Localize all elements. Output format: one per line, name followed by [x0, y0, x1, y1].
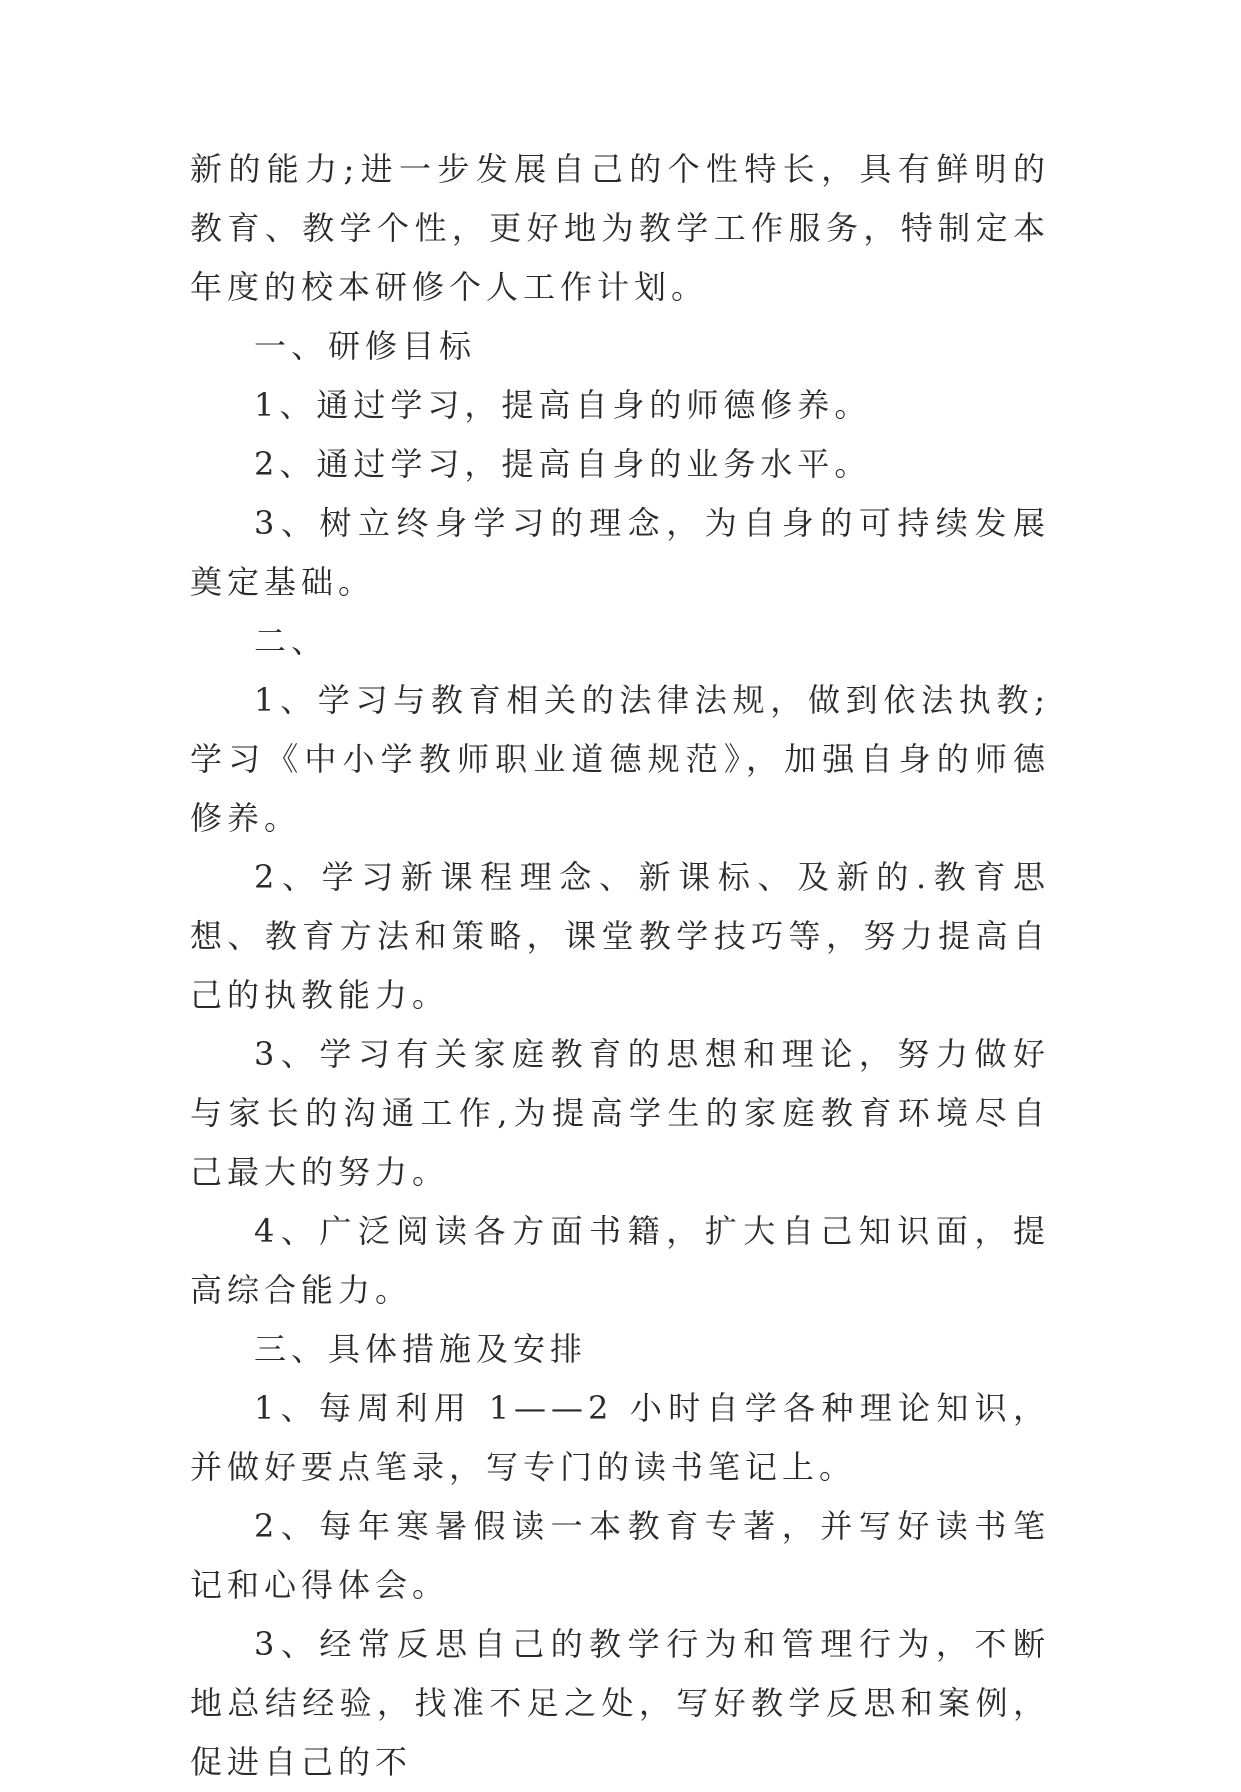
- goal-item-1: 1、通过学习，提高自身的师德修养。: [254, 386, 872, 424]
- study-item-1: 1、学习与教育相关的法律法规，做到依法执教;学习《中小学教师职业道德规范》，加强自身的师德修养。: [190, 681, 1050, 837]
- goal-item-2: 2、通过学习，提高自身的业务水平。: [254, 445, 872, 483]
- heading-measures: 三、具体措施及安排: [254, 1330, 588, 1368]
- document-body: [190, 140, 1050, 1792]
- measure-item-2: 2、每年寒暑假读一本教育专著，并写好读书笔记和心得体会。: [190, 1507, 1050, 1604]
- study-item-2: 2、学习新课程理念、新课标、及新的.教育思想、教育方法和策略，课堂教学技巧等，努力提高自己的执教能力。: [190, 858, 1050, 1014]
- heading-research-goals: 一、研修目标: [254, 327, 477, 365]
- study-item-4: 4、广泛阅读各方面书籍，扩大自己知识面，提高综合能力。: [190, 1212, 1050, 1309]
- paragraph-intro-continuation: 新的能力;进一步发展自己的个性特长，具有鲜明的教育、教学个性，更好地为教学工作服务，特制定本年度的校本研修个人工作计划。: [190, 150, 1050, 306]
- goal-item-3: 3、树立终身学习的理念，为自身的可持续发展奠定基础。: [190, 504, 1050, 601]
- study-item-3: 3、学习有关家庭教育的思想和理论，努力做好与家长的沟通工作,为提高学生的家庭教育环境尽自己最大的努力。: [190, 1035, 1050, 1191]
- measure-item-1: 1、每周利用 1——2 小时自学各种理论知识，并做好要点笔录，写专门的读书笔记上。: [190, 1389, 1050, 1486]
- heading-section-two: 二、: [254, 622, 329, 660]
- measure-item-3: 3、经常反思自己的教学行为和管理行为，不断地总结经验，找准不足之处，写好教学反思和案例，促进自己的不: [190, 1625, 1050, 1781]
